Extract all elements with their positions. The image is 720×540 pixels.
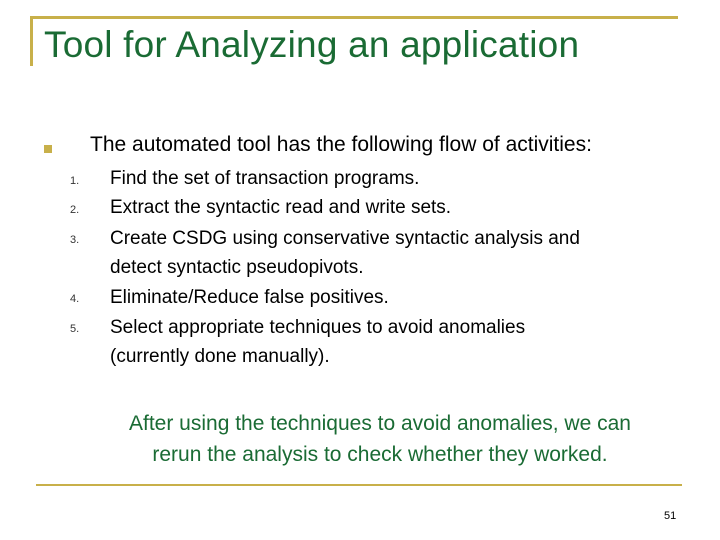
closing-note xyxy=(0,408,720,470)
closing-note-line-2: rerun the analysis to check whether they worked. xyxy=(152,443,608,466)
step-4-text: Eliminate/Reduce false positives. xyxy=(110,287,389,308)
step-2-text: Extract the syntactic read and write sets. xyxy=(110,197,452,218)
step-1-number: 1. xyxy=(70,175,80,187)
step-4-number: 4. xyxy=(70,293,80,305)
footer-line xyxy=(36,484,682,486)
square-bullet-icon xyxy=(44,145,52,153)
step-3-number: 3. xyxy=(70,234,80,246)
step-5-text-line-1: Select appropriate techniques to avoid anomalies xyxy=(110,317,526,338)
step-3-text-line-2: detect syntactic pseudopivots. xyxy=(110,257,364,278)
closing-note-line-1: After using the techniques to avoid anomalies, we can xyxy=(129,412,631,435)
step-5-text-line-2: (currently done manually). xyxy=(110,346,330,367)
step-1-text: Find the set of transaction programs. xyxy=(110,168,420,189)
step-2-number: 2. xyxy=(70,204,80,216)
main-bullet: The automated tool has the following flow of activities: xyxy=(90,133,592,156)
step-3-text-line-1: Create CSDG using conservative syntactic analysis and xyxy=(110,228,580,249)
page-number: 51 xyxy=(664,510,677,522)
slide-title: Tool for Analyzing an application xyxy=(44,24,580,65)
step-5-number: 5. xyxy=(70,323,80,335)
frame-left-line xyxy=(30,16,33,66)
frame-top-line xyxy=(30,16,678,19)
